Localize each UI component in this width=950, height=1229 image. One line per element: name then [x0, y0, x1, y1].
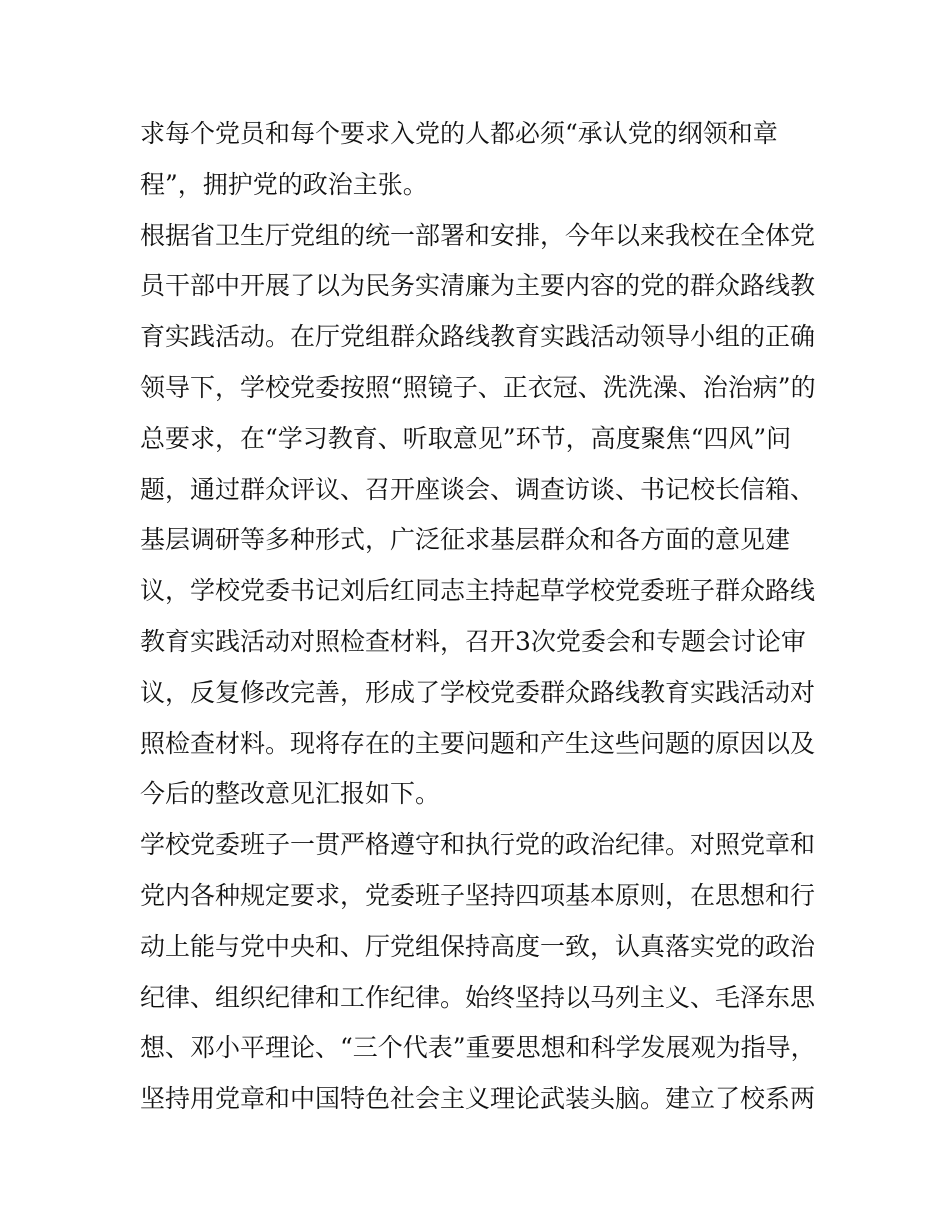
paragraph-3: 学校党委班子一贯严格遵守和执行党的政治纪律。对照党章和 党内各种规定要求，党委班子坚持四项基本原则，在思想和行 动上能与党中央和、厅党组保持高度一致，认真落实党的政治 纪律、组织纪律和工作纪律。始终坚持以马列主义、毛泽东思 想、邓小平理论、“三个代表”重要思想和科学发展观为指导， 坚持用党章和中国特色社会主义理论武装头脑。建立了校系两: [140, 830, 816, 1114]
paragraph-2: 根据省卫生厅党组的统一部署和安排，今年以来我校在全体党 员干部中开展了以为民务实清廉为主要内容的党的群众路线教 育实践活动。在厅党组群众路线教育实践活动领导小组的正确 领导下，学校党委按照“照镜子、正衣冠、洗洗澡、治治病”的 总要求，在“学习教育、听取意见”环节，高度聚焦“四风”问 题，通过群众评议、召开座谈会、调查访谈、书记校长信箱、 基层调研等多种形式，广泛征求基层群众和各方面的意见建 议，学校党委书记刘后红同志主持起草学校党委班子群众路线 教育实践活动对照检查材料，召开3次党委会和专题会讨论审 议，反复修改完善，形成了学校党委群众路线教育实践活动对 照检查材料。现将存在的主要问题和产生这些问题的原因以及 今后的整改意见汇报如下。: [140, 220, 816, 809]
paragraph-1: 求每个党员和每个要求入党的人都必须“承认党的纲领和章 程”，拥护党的政治主张。: [140, 119, 778, 199]
document-body: [140, 109, 820, 1125]
